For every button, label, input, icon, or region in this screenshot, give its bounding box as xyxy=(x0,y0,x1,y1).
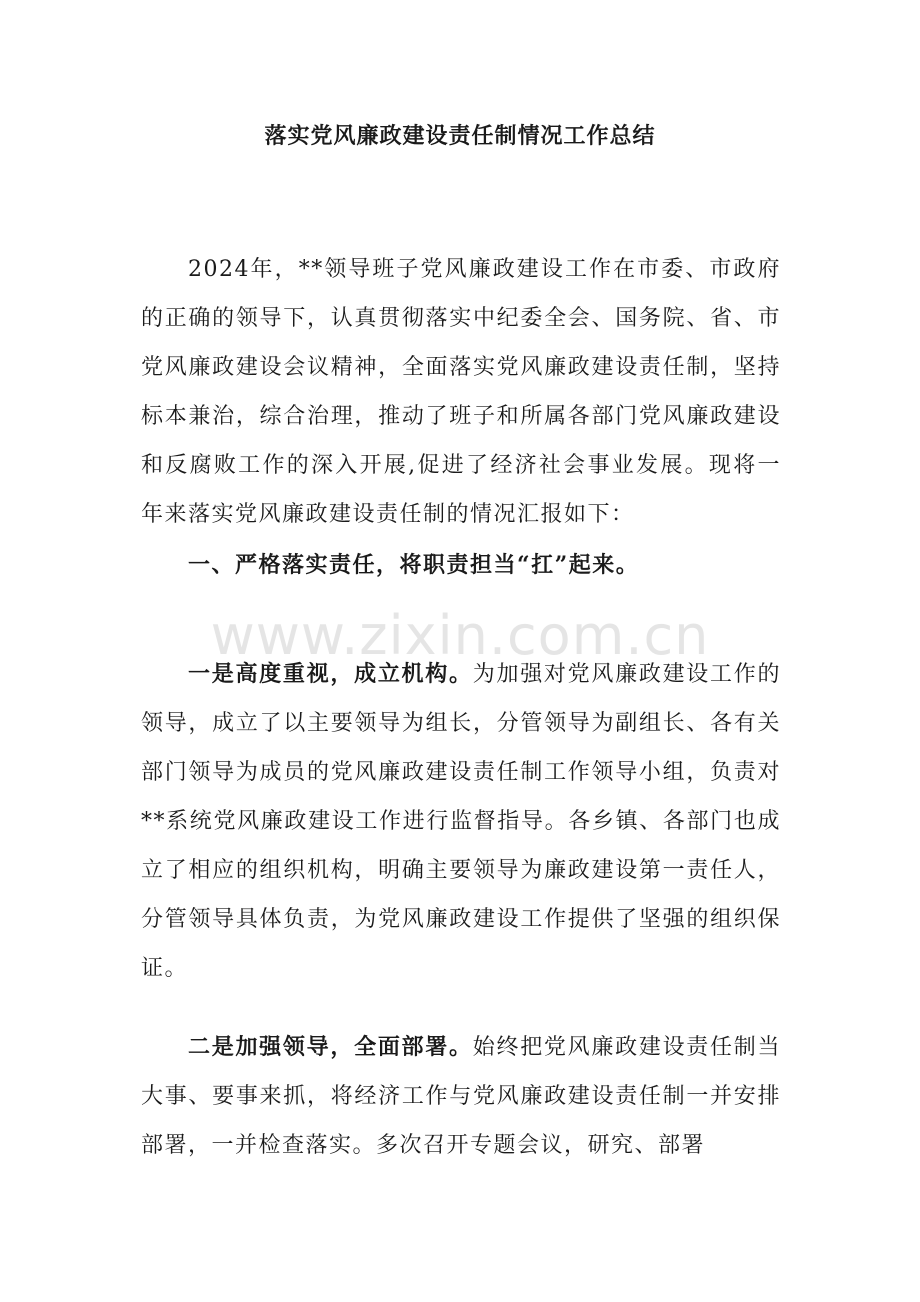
point-one-paragraph xyxy=(141,650,781,993)
point-one-lead: 一是高度重视，成立机构。 xyxy=(188,661,473,687)
point-two-body: 始终把党风廉政建设责任制当大事、要事来抓，将经济工作与党风廉政建设责任制一并安排部署，一并检查落实。多次召开专题会议，研究、部署 xyxy=(141,1035,781,1158)
point-one-body: 为加强对党风廉政建设工作的领导，成立了以主要领导为组长，分管领导为副组长、各有关部门领导为成员的党风廉政建设责任制工作领导小组，负责对**系统党风廉政建设工作进行监督指导。各乡镇、各部门也成立了相应的组织机构，明确主要领导为廉政建设第一责任人，分管领导具体负责，为党风廉政建设工作提供了坚强的组织保证。 xyxy=(141,662,781,981)
intro-paragraph: 2024年，**领导班子党风廉政建设工作在市委、市政府的正确的领导下，认真贯彻落实中纪委全会、国务院、省、市党风廉政建设会议精神，全面落实党风廉政建设责任制，坚持标本兼治，综合治理，推动了班子和所属各部门党风廉政建设和反腐败工作的深入开展,促进了经济社会事业发展。现将一年来落实党风廉政建设责任制的情况汇报如下： xyxy=(141,257,781,527)
point-two-paragraph xyxy=(141,1023,781,1170)
point-two-lead: 二是加强领导，全面部署。 xyxy=(188,1034,473,1060)
document-title: 落实党风廉政建设责任制情况工作总结 xyxy=(264,123,656,149)
section-heading: 一、严格落实责任，将职责担当“扛”起来。 xyxy=(188,552,640,578)
watermark: www.zixin.com.cn xyxy=(210,604,710,667)
